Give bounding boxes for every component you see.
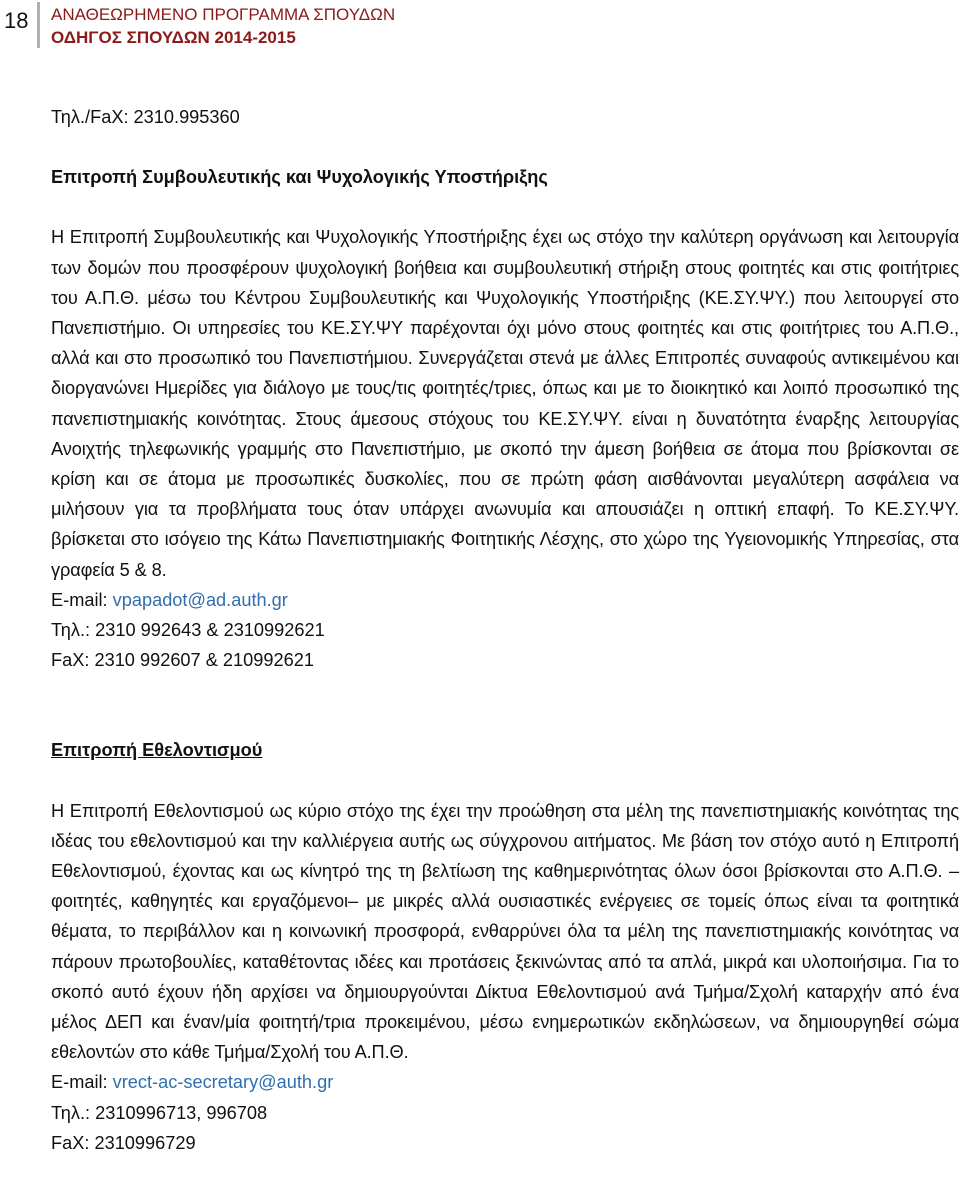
page-header [0,0,960,50]
counseling-tel: Τηλ.: 2310 992643 & 2310992621 [51,620,325,641]
header-titles [51,3,395,49]
volunteer-committee-title: Επιτροπή Εθελοντισμού [51,740,263,761]
email-label: E-mail: [51,589,113,610]
header-divider [37,2,40,48]
counseling-email-link[interactable]: vpapadot@ad.auth.gr [112,589,288,610]
email-label: E-mail: [51,1072,113,1093]
volunteer-committee-paragraph: Η Επιτροπή Εθελοντισμού ως κύριο στόχο της έχει την προώθηση στα μέλη της πανεπιστημιακής κοινότητας της ιδέας του εθελοντισμού και την καλλιέργεια αυτής ως σύγχρονου αιτήματος. Με βάση τον στόχο αυτό η Επιτροπή Εθελοντισμού, έχοντας και ως κίνητρό της τη βελτίωση της καθημερινότητας όλων όσοι βρίσκονται στο Α.Π.Θ. –φοιτητές, καθηγητές και εργαζόμενοι– με μικρές αλλά ουσιαστικές ενέργειες σε τομείς όπως είναι τα φοιτητικά θέματα, το περιβάλλον και η κοινωνική προσφορά, ενθαρρύνει όλα τα μέλη της πανεπιστημιακής κοινότητας να πάρουν πρωτοβουλίες, καταθέτοντας ιδέες και προτάσεις ξεκινώντας από τα απλά, μικρά και υλοποιήσιμα. Για το σκοπό αυτό έχουν ήδη αρχίσει να δημιουργούνται Δίκτυα Εθελοντισμού ανά Τμήμα/Σχολή καταρχήν από ένα μέλος ΔΕΠ και έναν/μία φοιτητή/τρια προκειμένου, μέσω ενημερωτικών εκδηλώσεων, να δημιουργηθεί σώμα εθελοντών στο κάθε Τμήμα/Σχολή του Α.Π.Θ. [51,800,959,1063]
header-program-title: ΑΝΑΘΕΩΡΗΜΕΝΟ ΠΡΟΓΡΑΜΜΑ ΣΠΟΥΔΩΝ [51,5,396,24]
counseling-committee-paragraph: Η Επιτροπή Συμβουλευτικής και Ψυχολογικής Υποστήριξης έχει ως στόχο την καλύτερη οργάνωση και λειτουργία των δομών που προσφέρουν ψυχολογική βοήθεια και συμβουλευτική στήριξη στους φοιτητές και στις φοιτήτριες του Α.Π.Θ. μέσω του Κέντρου Συμβουλευτικής και Ψυχολογικής Υποστήριξης (ΚΕ.ΣΥ.ΨΥ.) που λειτουργεί στο Πανεπιστήμιο. Οι υπηρεσίες του ΚΕ.ΣΥ.ΨΥ παρέχονται όχι μόνο στους φοιτητές και στις φοιτήτριες του Α.Π.Θ., αλλά και στο προσωπικό του Πανεπιστήμιου. Συνεργάζεται στενά με άλλες Επιτροπές συναφούς αντικειμένου και διοργανώνει Ημερίδες για διάλογο με τους/τις φοιτητές/τριες, όπως και με το διοικητικό και λοιπό προσωπικό της πανεπιστημιακής κοινότητας. Στους άμεσους στόχους του ΚΕ.ΣΥ.ΨΥ. είναι η δυνατότητα έναρξης λειτουργίας Ανοιχτής τηλεφωνικής γραμμής στο Πανεπιστήμιο, με σκοπό την άμεση βοήθεια σε άτομα που βρίσκονται σε κρίση και σε άτομα με προσωπικές δυσκολίες, που σε πρώτη φάση αισθάνονται μεγαλύτερη ασφάλεια να μιλήσουν για τα προβλήματα τους όταν υπάρχει ανωνυμία και απουσιάζει η οπτική επαφή. Το ΚΕ.ΣΥ.ΨΥ. βρίσκεται στο ισόγειο της Κάτω Πανεπιστημιακής Φοιτητικής Λέσχης, στο χώρο της Υγειονομικής Υπηρεσίας, στα γραφεία 5 & 8. [51,227,959,580]
counseling-email-line [51,585,959,615]
page-number: 18 [4,8,29,33]
volunteer-email-line [51,1067,959,1097]
document-body [51,102,959,1158]
volunteer-email-link[interactable]: vrect-ac-secretary@auth.gr [112,1072,334,1093]
header-guide-title: ΟΔΗΓΟΣ ΣΠΟΥΔΩΝ 2014-2015 [51,28,296,47]
counseling-fax: FaX: 2310 992607 & 210992621 [51,650,314,671]
top-telfax: Τηλ./FaX: 2310.995360 [51,107,240,127]
volunteer-fax: FaX: 2310996729 [51,1132,196,1153]
counseling-committee-title: Επιτροπή Συμβουλευτικής και Ψυχολογικής Υποστήριξης [51,167,548,188]
volunteer-tel: Τηλ.: 2310996713, 996708 [51,1102,268,1123]
